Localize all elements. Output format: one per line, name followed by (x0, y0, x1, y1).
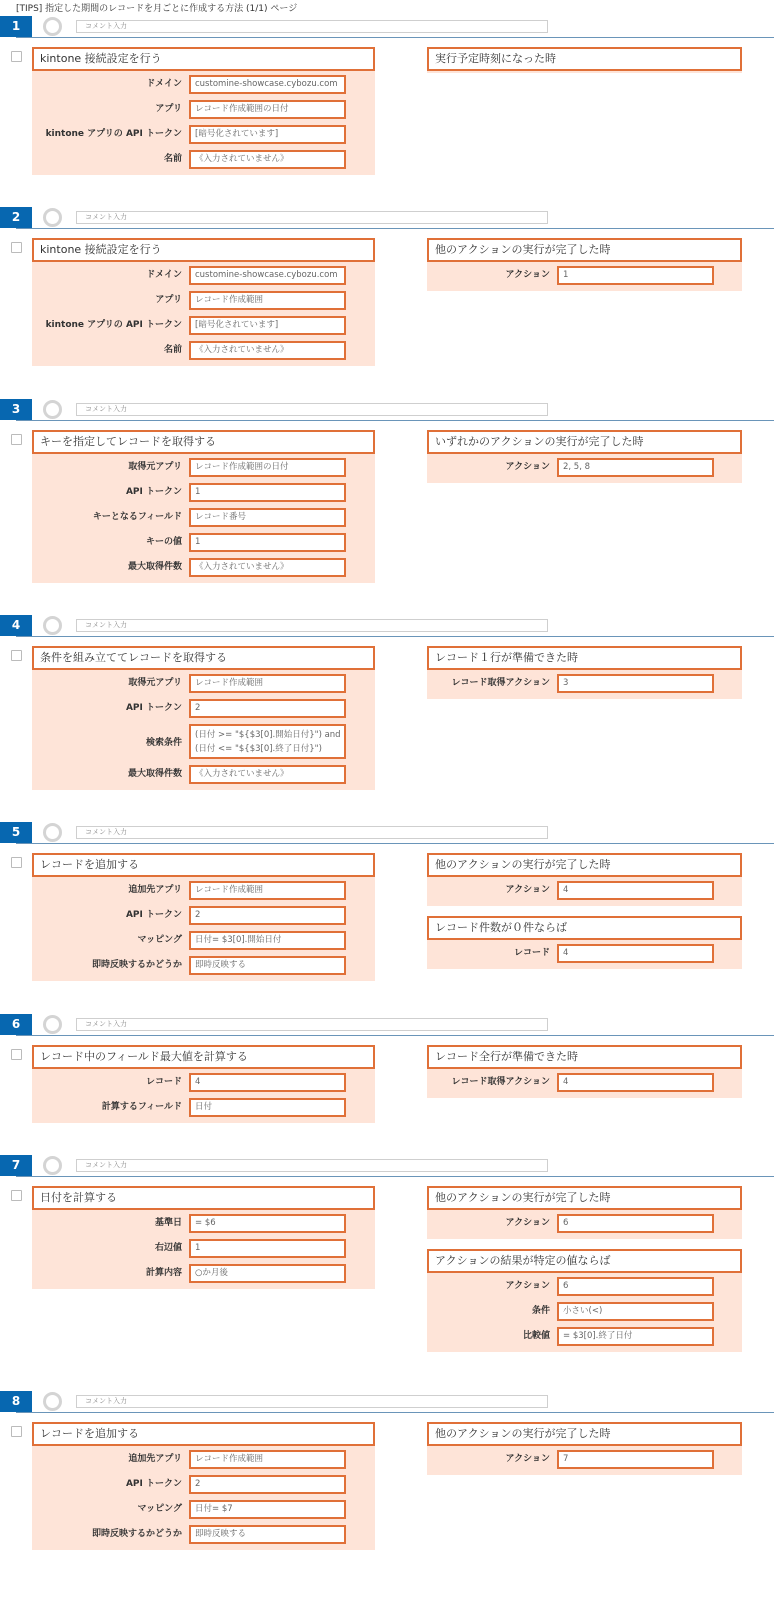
step-number: 3 (0, 399, 32, 420)
field-label: 計算するフィールド (101, 1102, 182, 1112)
field-label: kintone アプリの API トークン (45, 320, 182, 330)
field-label: 取得元アプリ (128, 678, 182, 688)
action-panel-title[interactable]: kintone 接続設定を行う (32, 238, 375, 262)
step-divider (16, 37, 774, 38)
field-label: 名前 (163, 345, 182, 355)
comment-input[interactable]: コメント入力 (76, 1395, 548, 1408)
trigger-panel-title[interactable]: いずれかのアクションの実行が完了した時 (427, 430, 742, 454)
trigger-panel (427, 238, 742, 291)
field-label: API トークン (125, 910, 182, 920)
field-value[interactable]: 4 (557, 881, 714, 900)
field-label: 計算内容 (145, 1268, 182, 1278)
trigger-panel-title[interactable]: 他のアクションの実行が完了した時 (427, 1186, 742, 1210)
field-value[interactable]: 1 (557, 266, 714, 285)
field-label: アプリ (155, 295, 182, 305)
step-divider (16, 1412, 774, 1413)
field-value[interactable]: 4 (189, 1073, 346, 1092)
trigger-panel-title[interactable]: 他のアクションの実行が完了した時 (427, 853, 742, 877)
trigger-panel-title[interactable]: レコード件数が０件ならば (427, 916, 742, 940)
field-value[interactable]: = $6 (189, 1214, 346, 1233)
field-label: 即時反映するかどうか (91, 960, 182, 970)
field-label: 即時反映するかどうか (91, 1529, 182, 1539)
field-label: アクション (505, 1454, 550, 1464)
action-panel (32, 238, 375, 366)
field-value[interactable]: 2 (189, 699, 346, 718)
field-value[interactable]: ○か月後 (189, 1264, 346, 1283)
trigger-panel (427, 916, 742, 969)
action-panel-title[interactable]: レコード中のフィールド最大値を計算する (32, 1045, 375, 1069)
trigger-panel (427, 1249, 742, 1352)
comment-input[interactable]: コメント入力 (76, 1159, 548, 1172)
action-panel-title[interactable]: 日付を計算する (32, 1186, 375, 1210)
step-checkbox[interactable] (11, 242, 22, 253)
action-panel-title[interactable]: キーを指定してレコードを取得する (32, 430, 375, 454)
field-label: レコード取得アクション (451, 678, 550, 688)
field-label: ドメイン (146, 270, 182, 280)
trigger-panel-title[interactable]: レコード全行が準備できた時 (427, 1045, 742, 1069)
comment-input[interactable]: コメント入力 (76, 20, 548, 33)
action-panel-title[interactable]: レコードを追加する (32, 1422, 375, 1446)
field-value[interactable]: レコード番号 (189, 508, 346, 527)
field-label: 検索条件 (145, 738, 182, 748)
step-divider (16, 1035, 774, 1036)
page-title: [TIPS] 指定した期間のレコードを月ごとに作成する方法 (1/1) ページ (16, 4, 298, 14)
field-label: マッピング (137, 1504, 182, 1514)
field-label: アクション (505, 462, 550, 472)
field-value[interactable]: (日付 >= "${$3[0].開始日付}") and (日付 <= "${$3[0].終了日付}") (189, 724, 346, 759)
field-label: アクション (505, 1218, 550, 1228)
field-label: キーの値 (145, 537, 182, 547)
action-panel (32, 1045, 375, 1123)
field-value[interactable]: レコード作成範囲の日付 (189, 458, 346, 477)
field-label: 最大取得件数 (127, 769, 182, 779)
field-value[interactable]: 2 (189, 906, 346, 925)
field-label: 条件 (531, 1306, 550, 1316)
step-divider (16, 843, 774, 844)
field-value[interactable]: 《入力されていません》 (189, 341, 346, 360)
action-panel (32, 47, 375, 175)
field-value[interactable]: レコード作成範囲 (189, 881, 346, 900)
action-panel (32, 646, 375, 790)
field-value[interactable]: 1 (189, 533, 346, 552)
field-value[interactable]: 《入力されていません》 (189, 558, 346, 577)
field-value[interactable]: 6 (557, 1277, 714, 1296)
field-label: レコード取得アクション (451, 1077, 550, 1087)
field-label: 取得元アプリ (128, 462, 182, 472)
trigger-panel (427, 853, 742, 906)
step-divider (16, 420, 774, 421)
field-value[interactable]: 7 (557, 1450, 714, 1469)
field-label: API トークン (125, 1479, 182, 1489)
field-label: レコード (145, 1077, 182, 1087)
field-value[interactable]: 小さい(<) (557, 1302, 714, 1321)
trigger-panel (427, 1045, 742, 1098)
loading-ring-icon (43, 1392, 62, 1411)
step-number: 2 (0, 207, 32, 228)
trigger-panel-title[interactable]: アクションの結果が特定の値ならば (427, 1249, 742, 1273)
field-label: アクション (505, 270, 550, 280)
field-value[interactable]: 日付 (189, 1098, 346, 1117)
field-value[interactable]: 4 (557, 1073, 714, 1092)
step-checkbox[interactable] (11, 1049, 22, 1060)
field-value[interactable]: 2, 5, 8 (557, 458, 714, 477)
field-label: マッピング (137, 935, 182, 945)
action-panel (32, 1186, 375, 1289)
step-number: 1 (0, 16, 32, 37)
loading-ring-icon (43, 1156, 62, 1175)
action-panel-title[interactable]: 条件を組み立ててレコードを取得する (32, 646, 375, 670)
field-label: アプリ (155, 104, 182, 114)
trigger-panel (427, 1422, 742, 1475)
field-value[interactable]: レコード作成範囲 (189, 1450, 346, 1469)
action-panel (32, 853, 375, 981)
trigger-panel (427, 47, 742, 73)
field-value[interactable]: レコード作成範囲の日付 (189, 100, 346, 119)
trigger-panel-title[interactable]: 他のアクションの実行が完了した時 (427, 238, 742, 262)
loading-ring-icon (43, 616, 62, 635)
field-label: キーとなるフィールド (92, 512, 182, 522)
step-checkbox[interactable] (11, 434, 22, 445)
comment-input[interactable]: コメント入力 (76, 403, 548, 416)
step-checkbox[interactable] (11, 51, 22, 62)
field-value[interactable]: 2 (189, 1475, 346, 1494)
step-checkbox[interactable] (11, 1426, 22, 1437)
field-value[interactable]: 6 (557, 1214, 714, 1233)
step-number: 5 (0, 822, 32, 843)
field-value[interactable]: 即時反映する (189, 1525, 346, 1544)
trigger-panel (427, 646, 742, 699)
field-label: 名前 (163, 154, 182, 164)
field-value[interactable]: 1 (189, 1239, 346, 1258)
field-label: API トークン (125, 487, 182, 497)
step-divider (16, 228, 774, 229)
loading-ring-icon (43, 208, 62, 227)
step-number: 4 (0, 615, 32, 636)
action-panel (32, 430, 375, 583)
comment-input[interactable]: コメント入力 (76, 1018, 548, 1031)
field-label: 最大取得件数 (127, 562, 182, 572)
loading-ring-icon (43, 1015, 62, 1034)
field-value[interactable]: 《入力されていません》 (189, 150, 346, 169)
loading-ring-icon (43, 400, 62, 419)
field-label: アクション (505, 1281, 550, 1291)
field-value[interactable]: 1 (189, 483, 346, 502)
field-label: kintone アプリの API トークン (45, 129, 182, 139)
field-value[interactable]: 3 (557, 674, 714, 693)
field-value[interactable]: レコード作成範囲 (189, 291, 346, 310)
field-label: API トークン (125, 703, 182, 713)
step-number: 8 (0, 1391, 32, 1412)
comment-input[interactable]: コメント入力 (76, 619, 548, 632)
field-value[interactable]: [暗号化されています] (189, 316, 346, 335)
trigger-panel-title[interactable]: 実行予定時刻になった時 (427, 47, 742, 71)
field-label: ドメイン (146, 79, 182, 89)
field-value[interactable]: customine-showcase.cybozu.com (189, 75, 346, 94)
field-value[interactable]: 4 (557, 944, 714, 963)
field-label: 追加先アプリ (128, 1454, 182, 1464)
field-label: 追加先アプリ (128, 885, 182, 895)
field-label: アクション (505, 885, 550, 895)
trigger-panel-title[interactable]: 他のアクションの実行が完了した時 (427, 1422, 742, 1446)
field-value[interactable]: customine-showcase.cybozu.com (189, 266, 346, 285)
action-panel-title[interactable]: レコードを追加する (32, 853, 375, 877)
field-value[interactable]: レコード作成範囲 (189, 674, 346, 693)
field-value[interactable]: 日付= $7 (189, 1500, 346, 1519)
field-label: 比較値 (522, 1331, 550, 1341)
trigger-panel (427, 430, 742, 483)
action-panel-title[interactable]: kintone 接続設定を行う (32, 47, 375, 71)
field-value[interactable]: 日付= $3[0].開始日付 (189, 931, 346, 950)
action-panel (32, 1422, 375, 1550)
step-checkbox[interactable] (11, 650, 22, 661)
comment-input[interactable]: コメント入力 (76, 826, 548, 839)
comment-input[interactable]: コメント入力 (76, 211, 548, 224)
step-number: 7 (0, 1155, 32, 1176)
field-label: 右辺値 (154, 1243, 182, 1253)
loading-ring-icon (43, 17, 62, 36)
step-divider (16, 636, 774, 637)
field-value[interactable]: [暗号化されています] (189, 125, 346, 144)
field-value[interactable]: 即時反映する (189, 956, 346, 975)
field-value[interactable]: = $3[0].終了日付 (557, 1327, 714, 1346)
trigger-panel-title[interactable]: レコード１行が準備できた時 (427, 646, 742, 670)
step-checkbox[interactable] (11, 1190, 22, 1201)
field-label: 基準日 (154, 1218, 182, 1228)
step-divider (16, 1176, 774, 1177)
loading-ring-icon (43, 823, 62, 842)
step-number: 6 (0, 1014, 32, 1035)
step-checkbox[interactable] (11, 857, 22, 868)
field-value[interactable]: 《入力されていません》 (189, 765, 346, 784)
trigger-panel (427, 1186, 742, 1239)
field-label: レコード (513, 948, 550, 958)
